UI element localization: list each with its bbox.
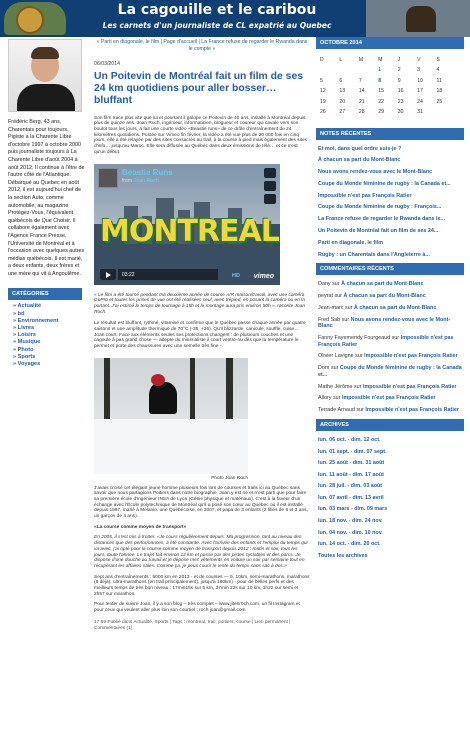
calendar-day-cell: 10 bbox=[417, 77, 423, 84]
recent-comment-item bbox=[318, 365, 464, 378]
calendar-day-cell: 24 bbox=[417, 98, 423, 105]
video-by-prefix: from bbox=[122, 177, 132, 184]
calendar-day-cell: 6 bbox=[339, 77, 343, 84]
post-date: 06/03/2014 bbox=[94, 61, 120, 68]
comment-author: peyrat sur bbox=[318, 293, 342, 300]
category-link[interactable]: » Loisirs bbox=[13, 332, 82, 339]
recent-comment-item bbox=[318, 407, 464, 414]
post-subheading: «La course comme moyen de transport» bbox=[94, 524, 187, 530]
category-link[interactable]: » Sports bbox=[13, 354, 82, 361]
calendar-day-cell: 3 bbox=[417, 67, 420, 74]
recent-comment-item bbox=[318, 384, 464, 391]
category-link[interactable]: » Environnement bbox=[13, 318, 82, 325]
watch-later-icon[interactable] bbox=[264, 181, 276, 191]
post-intro-paragraph: Son film trace plus vite que lui et pourtant il galope ce Poitevin de 40 ans, installé à Montréal depuis plus de quinze ans. Joan Roch, ingénieur, informaticien, blogueur et coureur qui cavale vers son boulot tous les jours, a fait une courte vidéo «Beastie runs» de ce drôle d'entraînement de 24 kilomètres quotidiens. Postée sur Vimeo fin février, la vidéo a été vue plus de 20 000 fois en cinq jours, elle a été relayée par des sites consacrés au trail, à la course à pied mais également des sites d'info… jusqu'au Maroc. Elle sera diffusée au Québec dans deux émissions de télé… et ce n'est qu'un début. bbox=[94, 115, 308, 155]
recent-note-link[interactable]: Coupe du Monde féminine de rugby : la Canada et... bbox=[318, 180, 451, 187]
left-sidebar bbox=[8, 39, 85, 368]
recent-comment-item bbox=[318, 281, 464, 288]
calendar-day-cell: 28 bbox=[358, 109, 365, 116]
comment-target-link[interactable]: À chacun sa part du Mont-Blanc bbox=[343, 293, 426, 300]
calendar-day-header: M bbox=[378, 57, 383, 63]
main-post bbox=[94, 39, 310, 631]
play-icon[interactable] bbox=[100, 269, 116, 280]
calendar-day-header: D bbox=[320, 57, 324, 63]
recent-note-link[interactable]: Un Poitevin de Montréal fait un film de ses 24... bbox=[318, 227, 439, 234]
recent-comment-item bbox=[318, 353, 464, 360]
snail-logo-image bbox=[4, 2, 66, 35]
calendar-day-cell: 29 bbox=[378, 109, 385, 116]
calendar-week-row bbox=[320, 107, 456, 118]
comment-target-link[interactable]: À chacun sa part du Mont-Blanc bbox=[341, 281, 424, 288]
comment-author: Terrade Arnaud sur bbox=[318, 407, 364, 414]
like-icon[interactable] bbox=[264, 168, 276, 178]
runner-photo bbox=[94, 358, 248, 474]
all-archives-link[interactable]: Toutes les archives bbox=[318, 552, 368, 559]
post-paragraph: Pour tenter de suivre Joan, il y a son blog – très complet – www.jitenr0ch.com, un fil Instagram et pour ceux qui veulent aller plus loin son courriel : roch.joan@gmail.com bbox=[94, 602, 300, 614]
calendar-day-cell bbox=[359, 65, 378, 76]
calendar-day-header: M bbox=[358, 57, 364, 63]
category-link[interactable]: » Livres bbox=[13, 325, 82, 332]
site-tagline: Les carnets d'un journaliste de CL expatrié au Quebec bbox=[102, 21, 332, 30]
calendar-day-cell: 27 bbox=[339, 109, 346, 116]
post-quote-paragraph: En 2005, il s'est mis à trotter. «Je cours régulièrement depuis. Ma progression, tant au niveau des distances que des performances, a été constante. Avec l'arrivée des enfants et l'emploi du temps qui va avec, j'ai opté pour la course comme moyen de transport depuis 2012 : matin et soir, tous les jours, toute l'année. Le trajet fait environ 12 km et passe par des pistes cyclables et des parcs. Je dispose d'une douche au travail et je dépose mes vêtements en voiture un soir par semaine tout en récupérant les affaires sales. Comme ça, je peux courir le reste du temps sans sac à dos.» bbox=[94, 535, 308, 569]
archive-link[interactable]: lun. 01 sept. - dim. 07 sept. bbox=[318, 448, 387, 455]
calendar-day-cell: 21 bbox=[358, 98, 365, 105]
comment-author: Olivier Lavigne sur bbox=[318, 353, 363, 360]
right-sidebar bbox=[316, 37, 464, 564]
post-quote-paragraph: « Le film a été tourné pendant ma deuxième année de course A/R maison/travail, avec une caméra GoPro et toutes les prises de vue ont été réalisées seul, avec trépied, en posant la caméra ou en la portant. J'ai estimé le temps de tournage à 15h et le montage aura pris environ 50h », raconte Joan Roch. bbox=[94, 292, 306, 315]
calendar-day-cell: 15 bbox=[378, 88, 385, 95]
calendar-day-cell bbox=[320, 65, 339, 76]
site-title[interactable]: La cagouille et le caribou bbox=[117, 2, 317, 18]
post-footer-meta[interactable]: 17:59 Publié dans Actualité, Sports | Tags : montreal, trail, poitiers, course | Lien permanent | Commentaires (1) bbox=[94, 619, 291, 631]
comment-author: Jean-marc sur bbox=[318, 304, 353, 311]
comment-target-link[interactable]: Impossible n'est pas François Ratier bbox=[341, 395, 436, 402]
comment-target-link[interactable]: Impossible n'est pas François Ratier bbox=[318, 335, 454, 348]
calendar-day-cell: 19 bbox=[320, 98, 326, 105]
recent-note-link[interactable]: À chacun sa part du Mont-Blanc bbox=[318, 157, 401, 164]
video-title[interactable]: Beastie Runs bbox=[122, 167, 173, 177]
calendar-day-cell: 22 bbox=[378, 98, 385, 105]
video-player[interactable] bbox=[94, 164, 280, 285]
calendar-day-cell bbox=[339, 65, 358, 76]
calendar-day-cell: 7 bbox=[358, 77, 362, 84]
calendar-day-cell: 16 bbox=[397, 88, 404, 95]
calendar-day-cell[interactable]: 8 bbox=[378, 77, 382, 84]
post-navigation[interactable]: « Parti en diagonale, le film | Page d'accueil | La France refuse de regarder le Rwanda dans le compte » bbox=[96, 39, 308, 52]
category-link[interactable]: » bd bbox=[13, 311, 82, 318]
calendar-day-cell: 1 bbox=[378, 67, 382, 74]
calendar-week-row bbox=[320, 97, 456, 108]
comment-author: Mathe Jérôme sur bbox=[318, 383, 362, 390]
recent-comments-title: COMMENTAIRES RÉCENTS bbox=[316, 263, 464, 275]
hd-toggle[interactable]: HD bbox=[232, 272, 240, 279]
recent-comment-item bbox=[318, 395, 464, 402]
comment-target-link[interactable]: Impossible n'est pas François Ratier bbox=[364, 353, 458, 360]
author-bio: Frédéric Berg, 43 ans, Charentais pour toujours. Pigiste à la Charente Libre d'octobre 1997 à octobre 2000 puis journaliste toujours à La Charente Libre d'août 2004 à août 2012. Il continue à l'être de l'autre côté de l'Atlantique. Débarqué au Quebec en août 2012, il est aujourd'hui chef de la section Auto, comme automobile, au magazine Protégez-Vous, l'équivalent québécois de Que Choisir. Il collabore également avec l'Agence France Presse, l'Université de Montréal et à l'occasion avec quelques autres médias québécois. Il est marié, a deux enfants, deux frères et une mère qui vit à Angoulême. bbox=[8, 119, 85, 277]
post-paragraph: Sept ans d'entraînements : 5000 km en 2013 - et de courses — 5, 10km, semi-marathons, marathons (8 déjà), ultra-marathons (en trail principalement), jusqu'à 160km) - pour de belles perfs et des meilleurs temps de très bon niveau : 17min15s sur 5 km, 37min 22s sur 10 km, 1h22 sur semi et 2h57 sur marathon. bbox=[94, 574, 310, 597]
calendar-day-cell: 30 bbox=[397, 109, 404, 116]
photo-caption: Photo Joan Roch bbox=[211, 475, 248, 481]
archive-link[interactable]: lun. 25 août - dim. 31 août bbox=[318, 460, 385, 467]
recent-note-link[interactable]: Nous avons rendez-vous avec le Mont-Blanc bbox=[318, 169, 433, 176]
comment-target-link[interactable]: À chacun sa part du Mont-Blanc bbox=[353, 304, 437, 311]
archive-link[interactable]: lun. 28 juil. - dim. 03 août bbox=[318, 483, 383, 490]
calendar-week-row bbox=[320, 65, 456, 76]
recent-note-link[interactable]: Et moi, dans quel ordre suis-je ? bbox=[318, 145, 402, 152]
recent-note-link[interactable]: La France refuse de regarder le Rwanda dans le... bbox=[318, 216, 446, 223]
comment-author: Fanny Fayemendy Fourgeaud sur bbox=[318, 335, 400, 342]
calendar-title: OCTOBRE 2014 bbox=[316, 37, 464, 49]
post-paragraph: Le résultat est bluffant, rythmé, vitaminé et confirme que le Québec passe chaque année par quatre saisons et une amplitude thermique de 70°C (-35, +35). Qu'il blizzarde, canicule, souffle, cuise… Joan court. Face aux éléments seules ses protections changent : de plusieurs couches et une cagoule à pas grand chose — adepte du minimaliste il court ventre-nu dès que la température le permet et porte des chaussures avec une semelle très fine -. bbox=[94, 321, 306, 350]
categories-title: CATÉGORIES bbox=[8, 288, 82, 300]
archives-list bbox=[316, 431, 464, 560]
recent-comment-item bbox=[318, 305, 464, 312]
calendar-day-cell: 18 bbox=[436, 88, 443, 95]
post-paragraph: J'avais croisé cet élégant jeune homme plusieurs fois lors de courses et trails ici au Québec sans savoir que nous partagions Poitiers dans notre biographie. Joan y est né et n'est parti que pour faire sa première école d'ingénieur INSA de Lyon (Génie physique et matériaux). C'est à la faveur d'un échange avec l'École polytechnique de Montréal qu'il a posé son cœur au Québec où il est installé depuis 1997, marié à Mélanie, une Québécoise, en 2007, et papa de 3 enfants (2 filles de 6 et 3 ans, un garçon de 4 ans). bbox=[94, 485, 308, 520]
category-link[interactable]: » Photo bbox=[13, 347, 82, 354]
calendar-day-cell: 14 bbox=[358, 88, 365, 95]
category-link[interactable]: » Actualité bbox=[13, 303, 82, 310]
comment-author: Fred Sab sur bbox=[318, 316, 350, 323]
comment-target-link[interactable]: Coupe du Monde féminine de rugby : la Canada et... bbox=[318, 365, 462, 378]
author-profile-photo bbox=[8, 39, 82, 112]
archives-title: ARCHIVES bbox=[316, 419, 464, 431]
archive-link[interactable]: lun. 14 oct. - dim. 20 oct. bbox=[318, 541, 381, 548]
recent-comment-item bbox=[318, 317, 464, 330]
calendar-day-cell: 5 bbox=[320, 77, 323, 84]
video-duration: 03:22 bbox=[122, 271, 135, 278]
calendar-day-header: L bbox=[339, 57, 343, 63]
recent-note-link[interactable]: Impossible n'est pas François Ratier bbox=[318, 192, 412, 199]
categories-box bbox=[8, 288, 82, 368]
calendar-day-header: S bbox=[436, 57, 440, 63]
calendar-day-cell: 26 bbox=[320, 109, 326, 116]
post-title[interactable]: Un Poitevin de Montréal fait un film de ses 24 km quotidiens pour aller bosser… bluffant bbox=[94, 71, 303, 106]
category-link[interactable]: » Musique bbox=[13, 339, 82, 346]
recent-note-link[interactable]: Rugby : un Charentais dans l'Angleterre à... bbox=[318, 251, 430, 258]
comment-author: Dany sur bbox=[318, 281, 340, 288]
calendar bbox=[320, 55, 456, 118]
calendar-day-cell: 17 bbox=[417, 88, 423, 95]
recent-note-link[interactable]: Parti en diagonale, le film bbox=[318, 239, 384, 246]
recent-note-link[interactable]: Coupe du Monde féminine de rugby : François... bbox=[318, 204, 442, 211]
comment-target-link[interactable]: Impossible n'est pas François Ratier bbox=[365, 407, 459, 414]
recent-comment-item bbox=[318, 335, 464, 348]
site-header bbox=[0, 0, 470, 37]
calendar-day-cell: 31 bbox=[417, 109, 423, 116]
recent-comments-list bbox=[316, 275, 464, 413]
archive-link[interactable]: lun. 11 août - dim. 17 août bbox=[318, 471, 384, 478]
archive-link[interactable]: lun. 03 mars - dim. 09 mars bbox=[318, 506, 388, 513]
archive-link[interactable]: lun. 04 nov. - dim. 10 nov. bbox=[318, 529, 383, 536]
archive-link[interactable]: lun. 07 avril - dim. 13 avril bbox=[318, 494, 384, 501]
video-author-avatar[interactable] bbox=[98, 168, 118, 188]
comment-target-link[interactable]: Nous avons rendez-vous avec le Mont-Blanc bbox=[318, 316, 451, 330]
calendar-day-cell: 25 bbox=[436, 98, 443, 105]
calendar-day-cell: 2 bbox=[397, 67, 401, 74]
calendar-week-row bbox=[320, 76, 456, 87]
calendar-day-cell: 23 bbox=[397, 98, 404, 105]
recent-comment-item bbox=[318, 293, 464, 300]
category-link[interactable]: » Voyages bbox=[13, 361, 82, 368]
video-title-overlay: MONTREAL bbox=[100, 213, 279, 249]
calendar-day-cell: 13 bbox=[339, 88, 346, 95]
comment-target-link[interactable]: Impossible n'est pas François Ratier bbox=[362, 383, 457, 390]
calendar-day-cell: 9 bbox=[397, 77, 401, 84]
recent-notes-title: NOTES RÉCENTES bbox=[316, 128, 464, 140]
calendar-day-cell: 12 bbox=[320, 88, 326, 95]
comment-author: Dom sur bbox=[318, 365, 339, 372]
vimeo-logo[interactable]: vimeo bbox=[253, 272, 274, 280]
calendar-week-row bbox=[320, 86, 456, 97]
calendar-day-header: J bbox=[397, 57, 401, 63]
caribou-header-image bbox=[366, 0, 470, 37]
recent-notes-list bbox=[316, 140, 464, 259]
archive-link[interactable]: lun. 18 nov. - dim. 24 nov. bbox=[318, 518, 383, 525]
calendar-day-cell: 11 bbox=[436, 77, 442, 84]
categories-list bbox=[8, 300, 82, 368]
calendar-day-header: V bbox=[417, 57, 421, 63]
calendar-day-cell bbox=[437, 107, 456, 118]
calendar-day-cell: 4 bbox=[436, 67, 440, 74]
calendar-day-cell: 20 bbox=[339, 98, 346, 105]
share-icon[interactable] bbox=[264, 194, 276, 204]
archive-link[interactable]: lun. 06 oct. - dim. 12 oct. bbox=[318, 436, 381, 443]
video-author-name[interactable]: Joan Roch bbox=[133, 177, 159, 184]
comment-author: Allory sur bbox=[318, 395, 341, 402]
